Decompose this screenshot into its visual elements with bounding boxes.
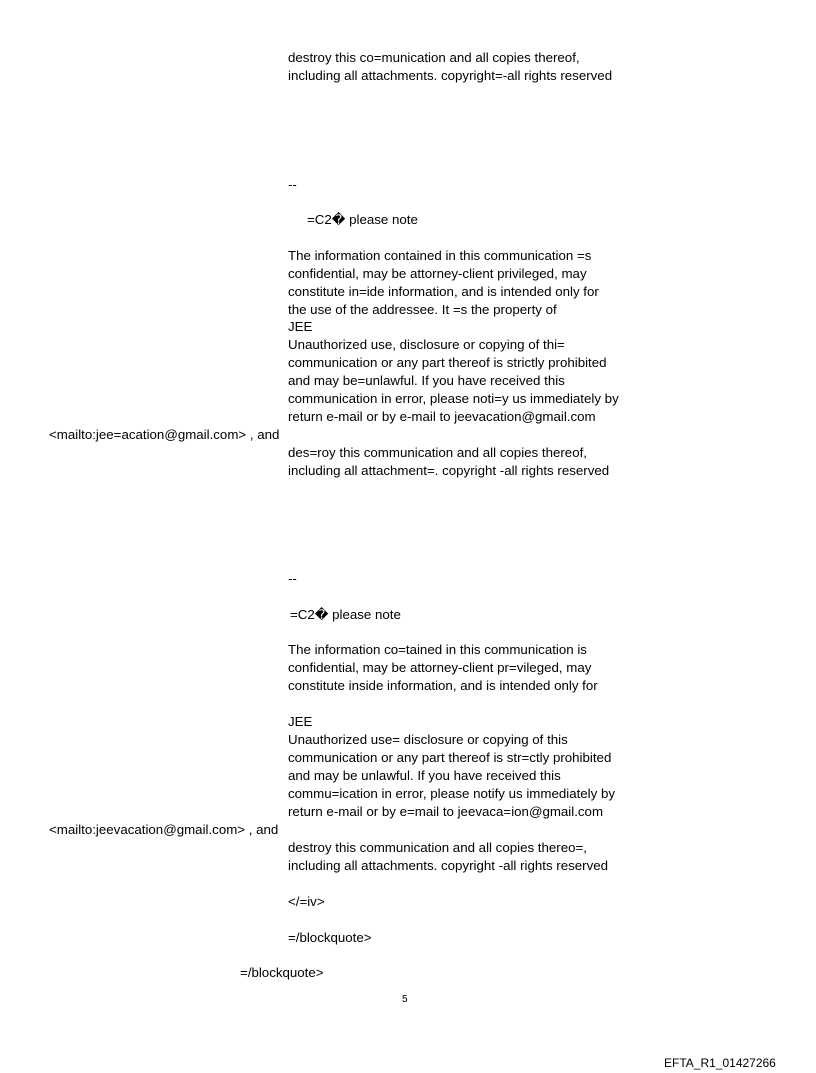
- body-line: Unauthorized use= disclosure or copying of this: [288, 732, 568, 747]
- body-line: including all attachment=. copyright -all rights reserved: [288, 463, 610, 478]
- body-line: Unauthorized use, disclosure or copying of thi=: [288, 337, 565, 352]
- html-fragment: =/blockquote>: [288, 930, 372, 945]
- mailto-line: <mailto:jee=acation@gmail.com> , and: [49, 427, 280, 442]
- body-line: constitute inside information, and is intended only for: [288, 678, 598, 693]
- body-line: and may be=unlawful. If you have received this: [288, 373, 565, 388]
- html-fragment: =/blockquote>: [240, 965, 324, 980]
- document-id: EFTA_R1_01427266: [664, 1056, 776, 1070]
- page-number: 5: [402, 994, 408, 1005]
- body-line: including all attachments. copyright=-all rights reserved: [288, 68, 613, 83]
- body-line: The information co=tained in this communication is: [288, 642, 587, 657]
- body-line: destroy this communication and all copies thereo=,: [288, 840, 587, 855]
- body-line: return e-mail or by e-mail to jeevacation@gmail.com: [288, 409, 596, 424]
- body-line: including all attachments. copyright -all rights reserved: [288, 858, 609, 873]
- body-line: confidential, may be attorney-client privileged, may: [288, 266, 587, 281]
- notice-heading: =C2� please note: [290, 607, 401, 622]
- body-line: des=roy this communication and all copies thereof,: [288, 445, 587, 460]
- body-line: JEE: [288, 714, 313, 729]
- separator: --: [288, 571, 297, 586]
- body-line: commu=ication in error, please notify us immediately by: [288, 786, 616, 801]
- body-line: The information contained in this communication =s: [288, 248, 592, 263]
- mailto-line: <mailto:jeevacation@gmail.com> , and: [49, 822, 279, 837]
- separator: --: [288, 177, 297, 192]
- body-line: and may be unlawful. If you have received this: [288, 768, 561, 783]
- body-line: confidential, may be attorney-client pr=vileged, may: [288, 660, 592, 675]
- body-line: communication or any part thereof is str=ctly prohibited: [288, 750, 612, 765]
- body-line: constitute in=ide information, and is intended only for: [288, 284, 599, 299]
- notice-heading: =C2� please note: [307, 212, 418, 227]
- body-line: JEE: [288, 319, 313, 334]
- body-line: destroy this co=munication and all copies thereof,: [288, 50, 580, 65]
- html-fragment: </=iv>: [288, 894, 325, 909]
- body-line: communication or any part thereof is strictly prohibited: [288, 355, 607, 370]
- body-line: communication in error, please noti=y us immediately by: [288, 391, 619, 406]
- body-line: return e-mail or by e=mail to jeevaca=ion@gmail.com: [288, 804, 604, 819]
- body-line: the use of the addressee. It =s the property of: [288, 302, 557, 317]
